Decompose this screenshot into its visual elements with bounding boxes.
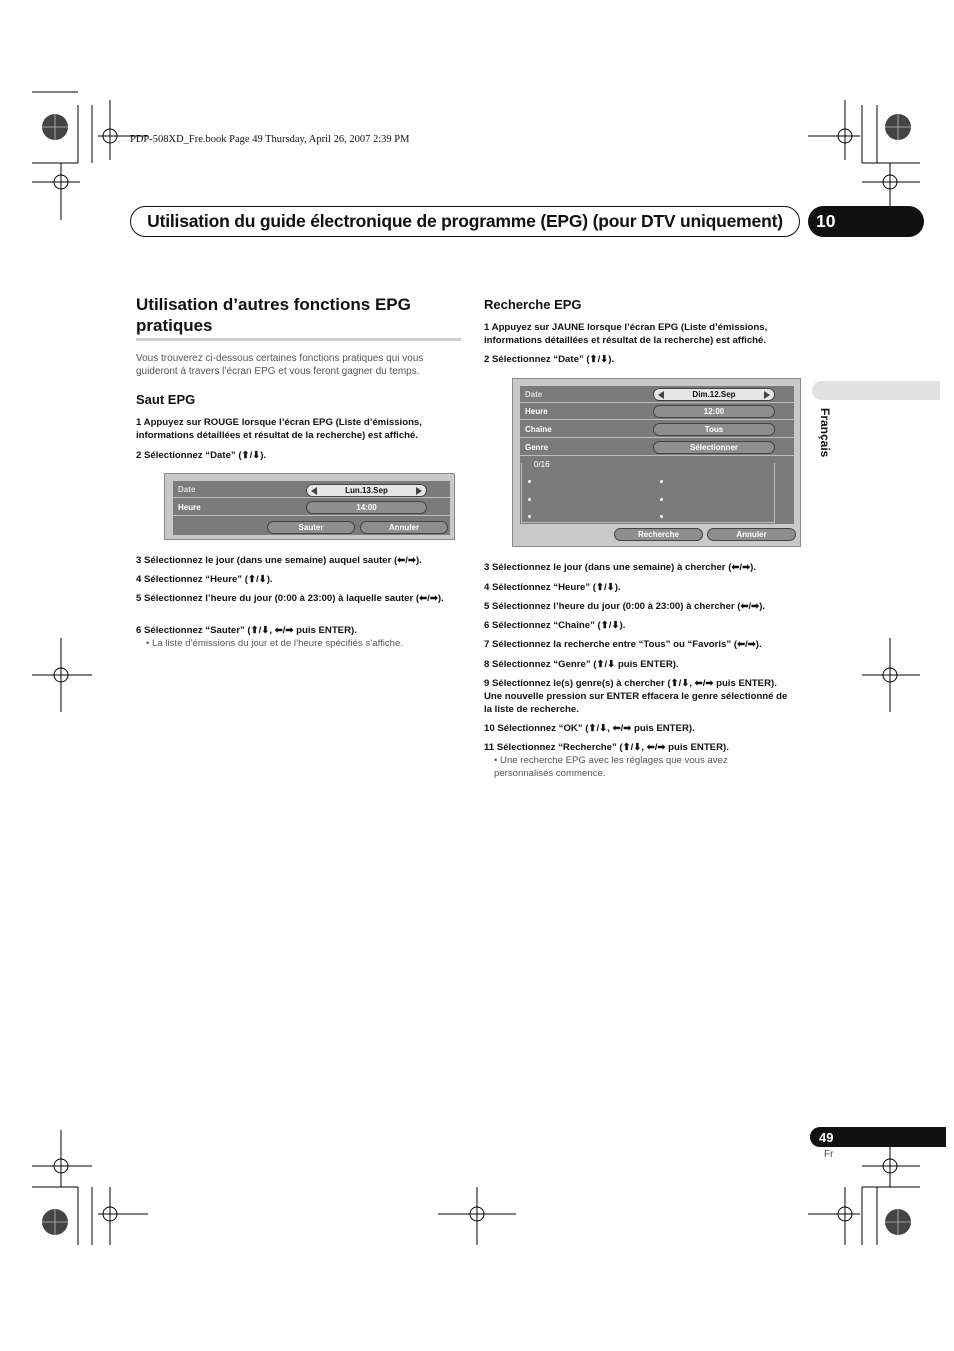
subsection-title-saut: Saut EPG <box>136 392 196 407</box>
jump-date-row <box>173 481 450 498</box>
right-note-11: • Une recherche EPG avec les réglages que vous avez personnalisés commence. <box>494 755 728 779</box>
jump-hour-label: Heure <box>178 503 201 512</box>
arrow-left-icon <box>658 391 664 399</box>
right-step-9: 9 Sélectionnez le(s) genre(s) à chercher (⬆/⬇, ⬅/➡ puis ENTER). Une nouvelle pression sur ENTER effacera le genre sélectionné de la liste de recherche. <box>484 678 788 715</box>
chapter-number: 10 <box>808 206 924 237</box>
title-rule <box>136 338 461 341</box>
search-button[interactable]: Recherche <box>614 528 703 541</box>
search-panel <box>512 378 801 547</box>
left-step-6: 6 Sélectionnez “Sauter” (⬆/⬇, ⬅/➡ puis ENTER). <box>136 625 357 636</box>
language-label: Français <box>818 408 832 458</box>
right-step-3: 3 Sélectionnez le jour (dans une semaine) à chercher (⬅/➡). <box>484 562 756 573</box>
left-step-2: 2 Sélectionnez “Date” (⬆/⬇). <box>136 450 267 461</box>
page-number: 49 <box>810 1127 946 1147</box>
right-step-8: 8 Sélectionnez “Genre” (⬆/⬇ puis ENTER). <box>484 659 679 670</box>
right-step-2: 2 Sélectionnez “Date” (⬆/⬇). <box>484 354 615 365</box>
intro-text: Vous trouverez ci-dessous certaines fonctions pratiques qui vous guideront à travers l’écran EPG et vous feront gagner du temps. <box>136 353 424 377</box>
search-hour-value[interactable]: 12:00 <box>653 405 775 418</box>
genre-slot <box>528 480 531 483</box>
search-date-row <box>520 386 794 403</box>
genre-slot <box>528 498 531 501</box>
search-date-selector[interactable] <box>653 388 775 401</box>
right-step-10: 10 Sélectionnez “OK” (⬆/⬇, ⬅/➡ puis ENTER). <box>484 723 695 734</box>
search-date-value: Dim.12.Sep <box>692 390 736 399</box>
search-channel-value[interactable]: Tous <box>653 423 775 436</box>
genre-slot <box>528 515 531 518</box>
genre-list[interactable] <box>521 460 775 523</box>
left-step-5: 5 Sélectionnez l’heure du jour (0:00 à 23:00) à laquelle sauter (⬅/➡). <box>136 593 444 604</box>
language-code: Fr <box>824 1149 834 1160</box>
language-tab <box>812 381 940 400</box>
section-title: Utilisation d’autres fonctions EPG pratiques <box>136 295 411 335</box>
arrow-left-icon <box>311 487 317 495</box>
left-note-6: • La liste d’émissions du jour et de l’heure spécifiés s’affiche. <box>146 638 404 649</box>
jump-panel <box>164 473 455 540</box>
jump-hour-row <box>173 499 450 516</box>
search-hour-label: Heure <box>525 407 548 416</box>
genre-count: 0/16 <box>534 460 550 469</box>
jump-button[interactable]: Sauter <box>267 521 355 534</box>
jump-date-value: Lun.13.Sep <box>345 486 388 495</box>
search-hour-row <box>520 403 794 420</box>
jump-date-selector[interactable] <box>306 484 427 497</box>
genre-slot <box>660 498 663 501</box>
left-step-3: 3 Sélectionnez le jour (dans une semaine) auquel sauter (⬅/➡). <box>136 555 422 566</box>
left-step-1: 1 Appuyez sur ROUGE lorsque l’écran EPG (Liste d’émissions, informations détaillées et résultat de la recherche) est affiché. <box>136 417 422 441</box>
genre-slot <box>660 480 663 483</box>
arrow-right-icon <box>416 487 422 495</box>
search-genre-row <box>520 439 794 456</box>
search-channel-row <box>520 421 794 438</box>
search-genre-label: Genre <box>525 443 549 452</box>
right-step-7: 7 Sélectionnez la recherche entre “Tous” ou “Favoris” (⬅/➡). <box>484 639 762 650</box>
cancel-button[interactable]: Annuler <box>360 521 448 534</box>
chapter-title: Utilisation du guide électronique de programme (EPG) (pour DTV uniquement) <box>130 206 800 237</box>
search-genre-value[interactable]: Sélectionner <box>653 441 775 454</box>
right-step-6: 6 Sélectionnez “Chaîne” (⬆/⬇). <box>484 620 626 631</box>
search-cancel-button[interactable]: Annuler <box>707 528 796 541</box>
search-channel-label: Chaîne <box>525 425 552 434</box>
right-step-5: 5 Sélectionnez l’heure du jour (0:00 à 23:00) à chercher (⬅/➡). <box>484 601 766 612</box>
jump-date-label: Date <box>178 485 196 494</box>
subsection-title-recherche: Recherche EPG <box>484 297 582 312</box>
genre-slot <box>660 515 663 518</box>
jump-hour-value[interactable]: 14:00 <box>306 501 427 514</box>
left-step-4: 4 Sélectionnez “Heure” (⬆/⬇). <box>136 574 273 585</box>
arrow-right-icon <box>764 391 770 399</box>
book-info-line: PDP-508XD_Fre.book Page 49 Thursday, April 26, 2007 2:39 PM <box>130 134 410 145</box>
right-step-4: 4 Sélectionnez “Heure” (⬆/⬇). <box>484 582 621 593</box>
right-step-11: 11 Sélectionnez “Recherche” (⬆/⬇, ⬅/➡ puis ENTER). <box>484 742 729 753</box>
search-date-label: Date <box>525 390 543 399</box>
right-step-1: 1 Appuyez sur JAUNE lorsque l’écran EPG (Liste d’émissions, informations détaillées et résultat de la recherche) est affiché. <box>484 322 768 346</box>
